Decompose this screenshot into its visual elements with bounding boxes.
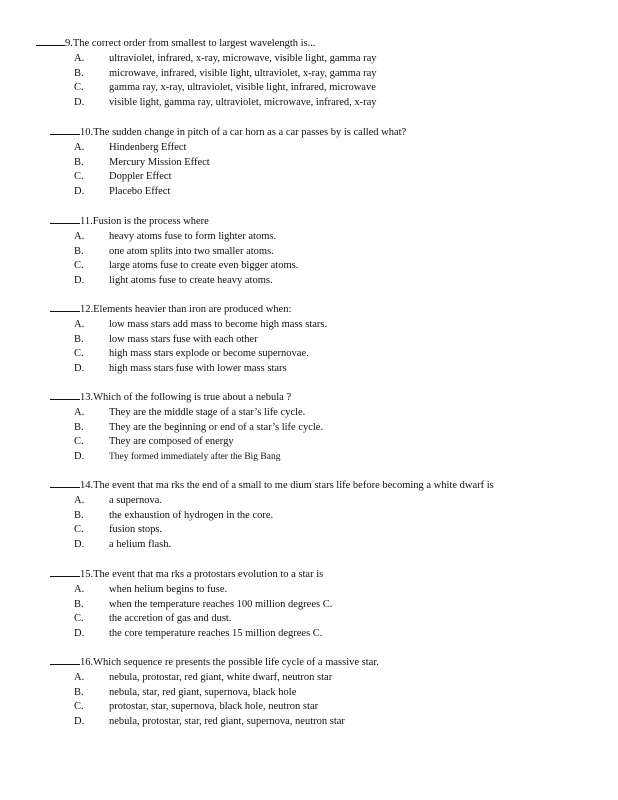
question-stem-line [36, 302, 596, 318]
option-text: Placebo Effect [109, 186, 171, 198]
option-letter: D. [74, 716, 85, 728]
question-number: 16. [80, 657, 94, 668]
question-number: 12. [80, 304, 94, 315]
option-letter: D. [74, 628, 85, 640]
option-d[interactable] [36, 185, 596, 200]
option-letter: C. [74, 701, 84, 713]
question-number: 13. [80, 392, 94, 403]
question-stem: Which sequence re presents the possible life cycle of a massive star. [93, 657, 379, 668]
option-text: gamma ray, x-ray, ultraviolet, visible light, infrared, microwave [109, 82, 376, 94]
question-number: 11. [80, 216, 93, 227]
option-a[interactable] [36, 494, 596, 509]
option-text: Mercury Mission Effect [109, 156, 210, 168]
option-d[interactable] [36, 274, 596, 289]
question-stem-line [36, 390, 596, 406]
question-16 [36, 655, 596, 730]
option-c[interactable] [36, 347, 596, 362]
question-stem-line [36, 214, 596, 230]
question-number: 9. [65, 38, 73, 49]
option-letter: B. [74, 421, 84, 433]
option-text: Hindenberg Effect [109, 141, 187, 153]
option-letter: B. [74, 686, 84, 698]
option-text: protostar, star, supernova, black hole, neutron star [109, 701, 319, 713]
answer-blank[interactable] [50, 125, 80, 135]
option-letter: D. [74, 186, 85, 198]
option-c[interactable] [36, 81, 596, 96]
option-letter: B. [74, 598, 84, 610]
option-c[interactable] [36, 612, 596, 627]
option-c[interactable] [36, 170, 596, 185]
question-stem: Fusion is the process where [92, 216, 209, 227]
option-c[interactable] [36, 259, 596, 274]
option-letter: A. [74, 230, 85, 242]
option-b[interactable] [36, 509, 596, 524]
question-stem-line [36, 655, 596, 671]
answer-blank[interactable] [50, 655, 80, 665]
answer-blank[interactable] [50, 302, 80, 312]
option-text: nebula, star, red giant, supernova, black hole [109, 686, 297, 698]
question-stem: Which of the following is true about a nebula ? [93, 392, 292, 403]
option-text: They formed immediately after the Big Bang [109, 452, 281, 463]
question-stem: The event that ma rks the end of a small to me dium stars life before becoming a white dwarf is [93, 480, 494, 491]
option-letter: C. [74, 171, 84, 183]
question-14 [36, 478, 596, 553]
question-stem: The correct order from smallest to largest wavelength is... [72, 38, 316, 49]
option-text: Doppler Effect [109, 171, 172, 183]
option-text: They are the middle stage of a star’s life cycle. [109, 406, 306, 418]
option-letter: A. [74, 52, 85, 64]
option-d[interactable] [36, 715, 596, 730]
option-text: when the temperature reaches 100 million degrees C. [109, 598, 333, 610]
option-letter: C. [74, 82, 84, 94]
question-15 [36, 567, 596, 642]
option-text: high mass stars explode or become supernovae. [109, 348, 309, 360]
question-11 [36, 214, 596, 289]
option-letter: A. [74, 318, 85, 330]
option-letter: D. [74, 275, 85, 287]
option-text: one atom splits into two smaller atoms. [109, 245, 274, 257]
answer-blank[interactable] [50, 214, 80, 224]
option-text: nebula, protostar, star, red giant, supernova, neutron star [109, 716, 345, 728]
option-c[interactable] [36, 435, 596, 450]
option-text: visible light, gamma ray, ultraviolet, microwave, infrared, x-ray [109, 97, 377, 109]
option-text: low mass stars fuse with each other [109, 333, 258, 345]
option-b[interactable] [36, 67, 596, 82]
option-text: microwave, infrared, visible light, ultraviolet, x-ray, gamma ray [109, 67, 377, 79]
option-b[interactable] [36, 598, 596, 613]
option-letter: A. [74, 494, 85, 506]
question-stem-line [36, 478, 596, 494]
option-a[interactable] [36, 671, 596, 686]
option-letter: C. [74, 260, 84, 272]
question-12 [36, 302, 596, 377]
question-number: 14. [80, 480, 94, 491]
option-text: when helium begins to fuse. [109, 583, 228, 595]
option-text: large atoms fuse to create even bigger atoms. [109, 260, 299, 272]
answer-blank[interactable] [50, 390, 80, 400]
option-letter: C. [74, 524, 84, 536]
question-number: 15. [80, 569, 94, 580]
option-letter: A. [74, 406, 85, 418]
option-b[interactable] [36, 245, 596, 260]
option-letter: D. [74, 363, 85, 375]
option-letter: A. [74, 671, 85, 683]
question-stem-line [36, 567, 596, 583]
option-a[interactable] [36, 406, 596, 421]
option-letter: A. [74, 141, 85, 153]
option-text: ultraviolet, infrared, x-ray, microwave, visible light, gamma ray [109, 52, 377, 64]
question-stem: Elements heavier than iron are produced when: [93, 304, 292, 315]
option-a[interactable] [36, 318, 596, 333]
option-a[interactable] [36, 141, 596, 156]
option-a[interactable] [36, 583, 596, 598]
option-text: the accretion of gas and dust. [109, 613, 232, 625]
option-text: low mass stars add mass to become high mass stars. [109, 318, 328, 330]
option-text: a helium flash. [109, 539, 172, 551]
option-b[interactable] [36, 686, 596, 701]
option-text: a supernova. [109, 494, 163, 506]
option-letter: C. [74, 348, 84, 360]
option-d[interactable] [36, 450, 596, 465]
option-b[interactable] [36, 421, 596, 436]
option-text: nebula, protostar, red giant, white dwarf, neutron star [109, 671, 333, 683]
option-letter: B. [74, 245, 84, 257]
question-stem: The sudden change in pitch of a car horn as a car passes by is called what? [93, 127, 407, 138]
option-d[interactable] [36, 362, 596, 377]
question-10 [36, 125, 596, 200]
option-letter: A. [74, 583, 85, 595]
option-text: They are the beginning or end of a star’s life cycle. [109, 421, 324, 433]
option-letter: D. [74, 97, 85, 109]
answer-blank[interactable] [50, 478, 80, 488]
option-letter: B. [74, 67, 84, 79]
option-c[interactable] [36, 523, 596, 538]
option-letter: C. [74, 436, 84, 448]
option-d[interactable] [36, 627, 596, 642]
option-b[interactable] [36, 156, 596, 171]
question-stem-line [36, 36, 596, 52]
question-stem: The event that ma rks a protostars evolution to a star is [93, 569, 324, 580]
option-letter: D. [74, 539, 85, 551]
option-d[interactable] [36, 538, 596, 553]
answer-blank[interactable] [36, 36, 65, 46]
option-letter: D. [74, 451, 85, 463]
option-c[interactable] [36, 700, 596, 715]
option-text: heavy atoms fuse to form lighter atoms. [109, 230, 277, 242]
answer-blank[interactable] [50, 567, 80, 577]
option-a[interactable] [36, 230, 596, 245]
question-number: 10. [80, 127, 94, 138]
option-text: They are composed of energy [109, 436, 234, 448]
option-a[interactable] [36, 52, 596, 67]
option-text: high mass stars fuse with lower mass stars [109, 363, 287, 375]
option-letter: C. [74, 613, 84, 625]
option-letter: B. [74, 333, 84, 345]
question-13 [36, 390, 596, 465]
option-text: the core temperature reaches 15 million degrees C. [109, 628, 323, 640]
option-text: light atoms fuse to create heavy atoms. [109, 275, 273, 287]
option-b[interactable] [36, 333, 596, 348]
option-text: fusion stops. [109, 524, 163, 536]
question-stem-line [36, 125, 596, 141]
option-text: the exhaustion of hydrogen in the core. [109, 509, 274, 521]
option-letter: B. [74, 156, 84, 168]
option-letter: B. [74, 509, 84, 521]
question-9 [36, 36, 596, 111]
option-d[interactable] [36, 96, 596, 111]
